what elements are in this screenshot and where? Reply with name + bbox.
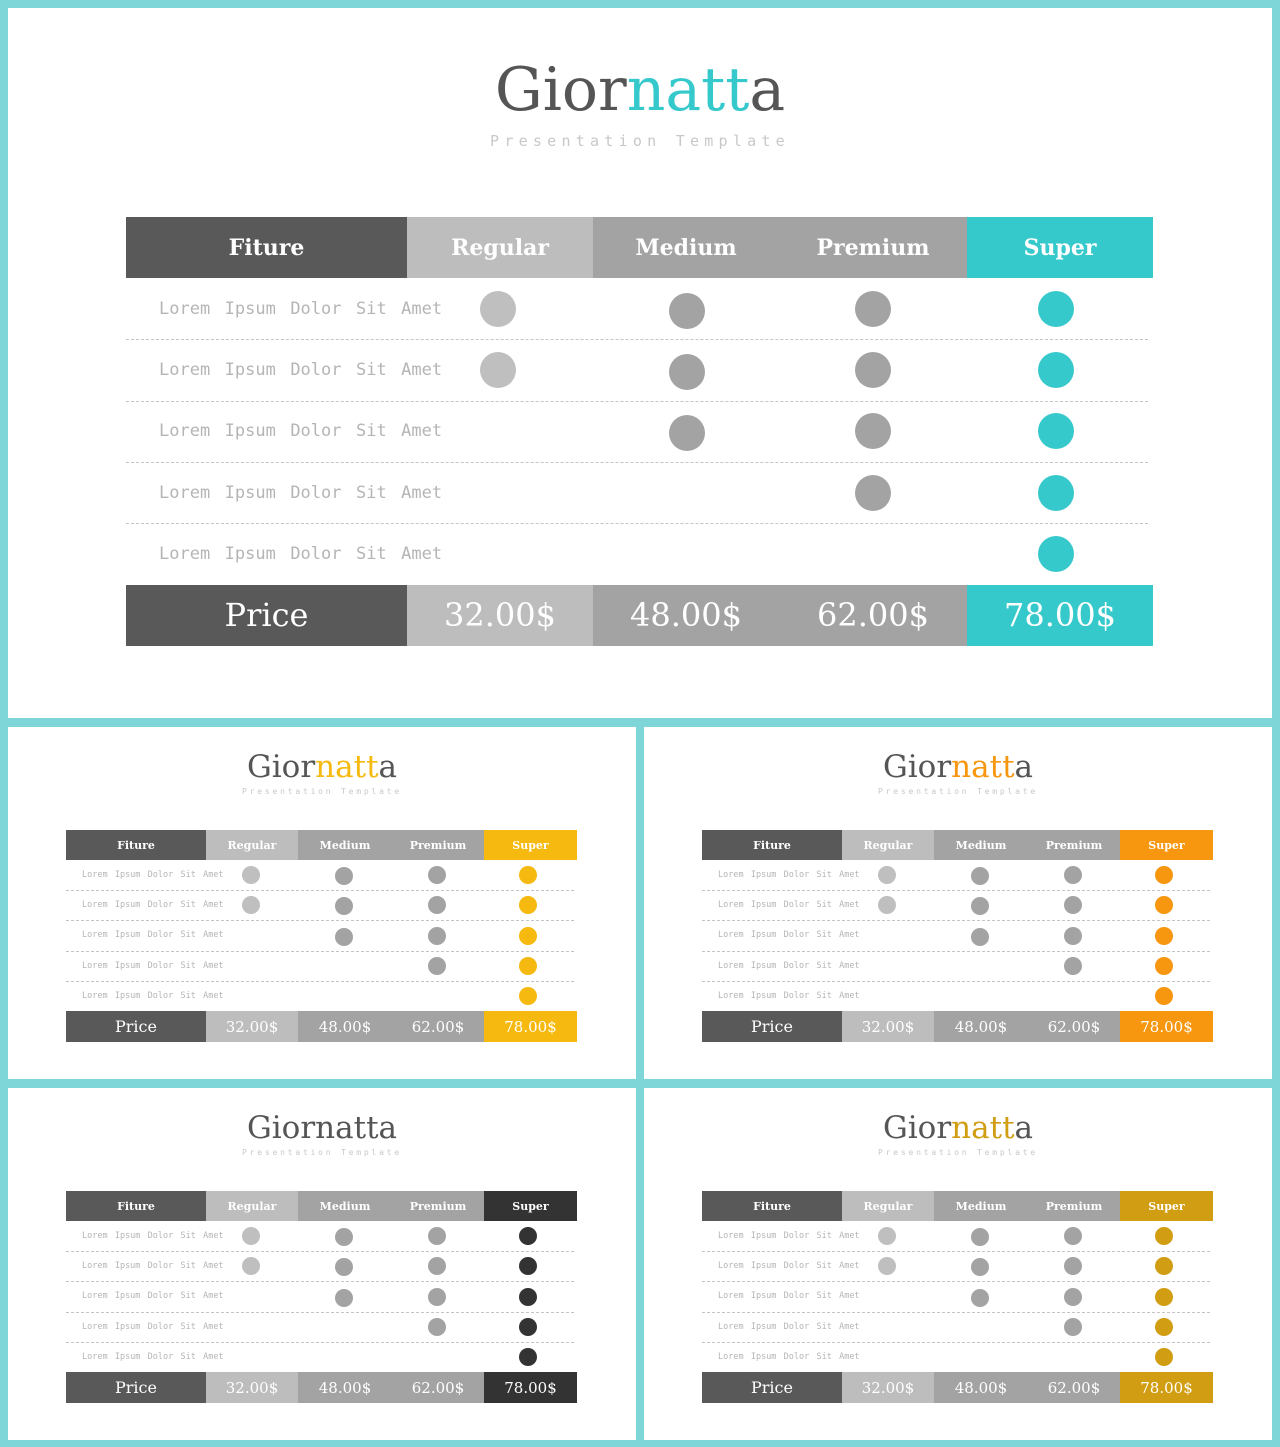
check-dot: [878, 866, 896, 884]
check-dot: [971, 1228, 989, 1246]
feature-label: Lorem Ipsum Dolor Sit Amet: [718, 930, 860, 941]
check-dot: [1064, 896, 1082, 914]
header-premium: Premium: [1028, 830, 1120, 860]
check-dot: [971, 897, 989, 915]
price-medium: 48.00$: [593, 585, 779, 646]
title-part-1: Gior: [882, 749, 952, 785]
check-dot: [855, 291, 891, 327]
check-dot: [428, 1257, 446, 1275]
check-dot: [428, 866, 446, 884]
title-accent-2: t: [1002, 1110, 1015, 1146]
header-medium: Medium: [934, 830, 1028, 860]
title-part-2: a: [378, 1110, 398, 1146]
price-regular: 32.00$: [842, 1372, 934, 1403]
price-premium: 62.00$: [392, 1372, 484, 1403]
feature-label: Lorem Ipsum Dolor Sit Amet: [718, 990, 860, 1001]
header-fiture: Fiture: [66, 830, 206, 860]
feature-label: Lorem Ipsum Dolor Sit Amet: [718, 1231, 860, 1242]
slide-main: [8, 8, 1272, 718]
price-label: Price: [66, 1372, 206, 1403]
check-dot: [1064, 957, 1082, 975]
check-dot: [335, 1228, 353, 1246]
feature-label: Lorem Ipsum Dolor Sit Amet: [718, 960, 860, 971]
check-dot: [428, 1318, 446, 1336]
feature-label: Lorem Ipsum Dolor Sit Amet: [718, 900, 860, 911]
price-medium: 48.00$: [298, 1372, 392, 1403]
check-dot: [519, 896, 537, 914]
feature-label: Lorem Ipsum Dolor Sit Amet: [159, 421, 443, 442]
header-medium: Medium: [298, 1191, 392, 1221]
feature-label: Lorem Ipsum Dolor Sit Amet: [718, 870, 860, 881]
check-dot: [1064, 1227, 1082, 1245]
check-dot: [669, 293, 705, 329]
check-dot: [335, 867, 353, 885]
check-dot: [519, 1257, 537, 1275]
price-medium: 48.00$: [934, 1011, 1028, 1042]
title-part-2: a: [1014, 1110, 1034, 1146]
price-premium: 62.00$: [779, 585, 967, 646]
check-dot: [1155, 1348, 1173, 1366]
check-dot: [878, 896, 896, 914]
check-dot: [335, 928, 353, 946]
check-dot: [519, 987, 537, 1005]
header-super: Super: [1120, 830, 1213, 860]
check-dot: [480, 352, 516, 388]
header-premium: Premium: [1028, 1191, 1120, 1221]
slide-title: [644, 749, 1272, 785]
price-label: Price: [66, 1011, 206, 1042]
header-super: Super: [484, 830, 577, 860]
check-dot: [242, 1227, 260, 1245]
check-dot: [971, 928, 989, 946]
check-dot: [1064, 927, 1082, 945]
header-premium: Premium: [779, 217, 967, 278]
check-dot: [428, 957, 446, 975]
slide-gold: [644, 1088, 1272, 1440]
header-regular: Regular: [206, 830, 298, 860]
check-dot: [971, 1289, 989, 1307]
price-premium: 62.00$: [1028, 1372, 1120, 1403]
header-medium: Medium: [298, 830, 392, 860]
check-dot: [1155, 1257, 1173, 1275]
header-premium: Premium: [392, 1191, 484, 1221]
title-block: [8, 749, 636, 785]
slide-dark: [8, 1088, 636, 1440]
title-part-1: Gior: [246, 1110, 316, 1146]
feature-label: Lorem Ipsum Dolor Sit Amet: [82, 900, 224, 911]
check-dot: [878, 1257, 896, 1275]
check-dot: [1038, 413, 1074, 449]
price-medium: 48.00$: [934, 1372, 1028, 1403]
check-dot: [428, 1288, 446, 1306]
check-dot: [335, 1289, 353, 1307]
check-dot: [1155, 896, 1173, 914]
check-dot: [1038, 536, 1074, 572]
check-dot: [855, 475, 891, 511]
header-medium: Medium: [934, 1191, 1028, 1221]
check-dot: [1064, 1257, 1082, 1275]
check-dot: [1155, 1227, 1173, 1245]
header-regular: Regular: [842, 830, 934, 860]
feature-label: Lorem Ipsum Dolor Sit Amet: [718, 1321, 860, 1332]
header-regular: Regular: [206, 1191, 298, 1221]
header-fiture: Fiture: [126, 217, 407, 278]
price-premium: 62.00$: [1028, 1011, 1120, 1042]
feature-label: Lorem Ipsum Dolor Sit Amet: [718, 1351, 860, 1362]
feature-label: Lorem Ipsum Dolor Sit Amet: [718, 1261, 860, 1272]
header-regular: Regular: [407, 217, 593, 278]
check-dot: [855, 352, 891, 388]
check-dot: [878, 1227, 896, 1245]
slide-title: [8, 749, 636, 785]
check-dot: [480, 291, 516, 327]
title-accent: nat: [315, 1110, 367, 1146]
check-dot: [1038, 352, 1074, 388]
feature-label: Lorem Ipsum Dolor Sit Amet: [82, 1261, 224, 1272]
check-dot: [1038, 291, 1074, 327]
title-accent: nat: [951, 1110, 1003, 1146]
title-block: [8, 1110, 636, 1146]
check-dot: [669, 354, 705, 390]
slide-orange: [644, 727, 1272, 1079]
price-regular: 32.00$: [407, 585, 593, 646]
check-dot: [519, 1318, 537, 1336]
check-dot: [242, 1257, 260, 1275]
slide-yellow: [8, 727, 636, 1079]
feature-label: Lorem Ipsum Dolor Sit Amet: [82, 870, 224, 881]
feature-label: Lorem Ipsum Dolor Sit Amet: [82, 990, 224, 1001]
check-dot: [242, 866, 260, 884]
header-super: Super: [967, 217, 1153, 278]
check-dot: [1155, 866, 1173, 884]
price-premium: 62.00$: [392, 1011, 484, 1042]
feature-label: Lorem Ipsum Dolor Sit Amet: [718, 1291, 860, 1302]
title-accent-2: t: [1002, 749, 1015, 785]
slide-title: [8, 1110, 636, 1146]
title-accent: nat: [315, 749, 367, 785]
check-dot: [1155, 1318, 1173, 1336]
check-dot: [519, 1288, 537, 1306]
title-part-2: a: [1014, 749, 1034, 785]
slide-title: [8, 55, 1272, 125]
slide-title: [644, 1110, 1272, 1146]
title-block: [644, 749, 1272, 785]
check-dot: [335, 1258, 353, 1276]
price-super: 78.00$: [1120, 1372, 1213, 1403]
check-dot: [519, 957, 537, 975]
price-label: Price: [126, 585, 407, 646]
check-dot: [519, 1227, 537, 1245]
price-super: 78.00$: [484, 1011, 577, 1042]
check-dot: [1038, 475, 1074, 511]
title-part-1: Gior: [882, 1110, 952, 1146]
header-fiture: Fiture: [702, 1191, 842, 1221]
header-premium: Premium: [392, 830, 484, 860]
feature-label: Lorem Ipsum Dolor Sit Amet: [82, 1321, 224, 1332]
header-fiture: Fiture: [66, 1191, 206, 1221]
feature-label: Lorem Ipsum Dolor Sit Amet: [159, 298, 443, 319]
price-regular: 32.00$: [206, 1011, 298, 1042]
title-part-2: a: [749, 55, 786, 125]
feature-label: Lorem Ipsum Dolor Sit Amet: [82, 1351, 224, 1362]
price-regular: 32.00$: [206, 1372, 298, 1403]
feature-label: Lorem Ipsum Dolor Sit Amet: [82, 1291, 224, 1302]
check-dot: [428, 927, 446, 945]
title-part-2: a: [378, 749, 398, 785]
check-dot: [1155, 957, 1173, 975]
price-regular: 32.00$: [842, 1011, 934, 1042]
title-part-1: Gior: [246, 749, 316, 785]
check-dot: [1064, 1318, 1082, 1336]
title-block: [8, 55, 1272, 125]
price-super: 78.00$: [484, 1372, 577, 1403]
check-dot: [855, 413, 891, 449]
price-label: Price: [702, 1372, 842, 1403]
check-dot: [971, 1258, 989, 1276]
slide-subtitle: Presentation Template: [242, 1148, 402, 1157]
check-dot: [669, 415, 705, 451]
check-dot: [971, 867, 989, 885]
feature-label: Lorem Ipsum Dolor Sit Amet: [82, 960, 224, 971]
slide-subtitle: Presentation Template: [878, 1148, 1038, 1157]
title-part-1: Gior: [494, 55, 627, 125]
title-accent-2: t: [366, 749, 379, 785]
header-fiture: Fiture: [702, 830, 842, 860]
slide-subtitle: Presentation Template: [242, 787, 402, 796]
price-label: Price: [702, 1011, 842, 1042]
title-accent: nat: [951, 749, 1003, 785]
check-dot: [428, 896, 446, 914]
check-dot: [242, 896, 260, 914]
check-dot: [519, 1348, 537, 1366]
price-super: 78.00$: [1120, 1011, 1213, 1042]
check-dot: [519, 866, 537, 884]
feature-label: Lorem Ipsum Dolor Sit Amet: [159, 543, 443, 564]
title-accent: nat: [626, 55, 726, 125]
price-medium: 48.00$: [298, 1011, 392, 1042]
title-accent-2: t: [366, 1110, 379, 1146]
header-regular: Regular: [842, 1191, 934, 1221]
feature-label: Lorem Ipsum Dolor Sit Amet: [82, 1231, 224, 1242]
check-dot: [1155, 927, 1173, 945]
header-super: Super: [484, 1191, 577, 1221]
check-dot: [1155, 1288, 1173, 1306]
feature-label: Lorem Ipsum Dolor Sit Amet: [159, 482, 443, 503]
header-medium: Medium: [593, 217, 779, 278]
check-dot: [335, 897, 353, 915]
check-dot: [519, 927, 537, 945]
check-dot: [1064, 1288, 1082, 1306]
check-dot: [1155, 987, 1173, 1005]
title-block: [644, 1110, 1272, 1146]
feature-label: Lorem Ipsum Dolor Sit Amet: [82, 930, 224, 941]
title-accent-2: t: [725, 55, 750, 125]
feature-label: Lorem Ipsum Dolor Sit Amet: [159, 359, 443, 380]
check-dot: [1064, 866, 1082, 884]
slide-subtitle: Presentation Template: [490, 132, 790, 150]
price-super: 78.00$: [967, 585, 1153, 646]
check-dot: [428, 1227, 446, 1245]
slide-subtitle: Presentation Template: [878, 787, 1038, 796]
header-super: Super: [1120, 1191, 1213, 1221]
